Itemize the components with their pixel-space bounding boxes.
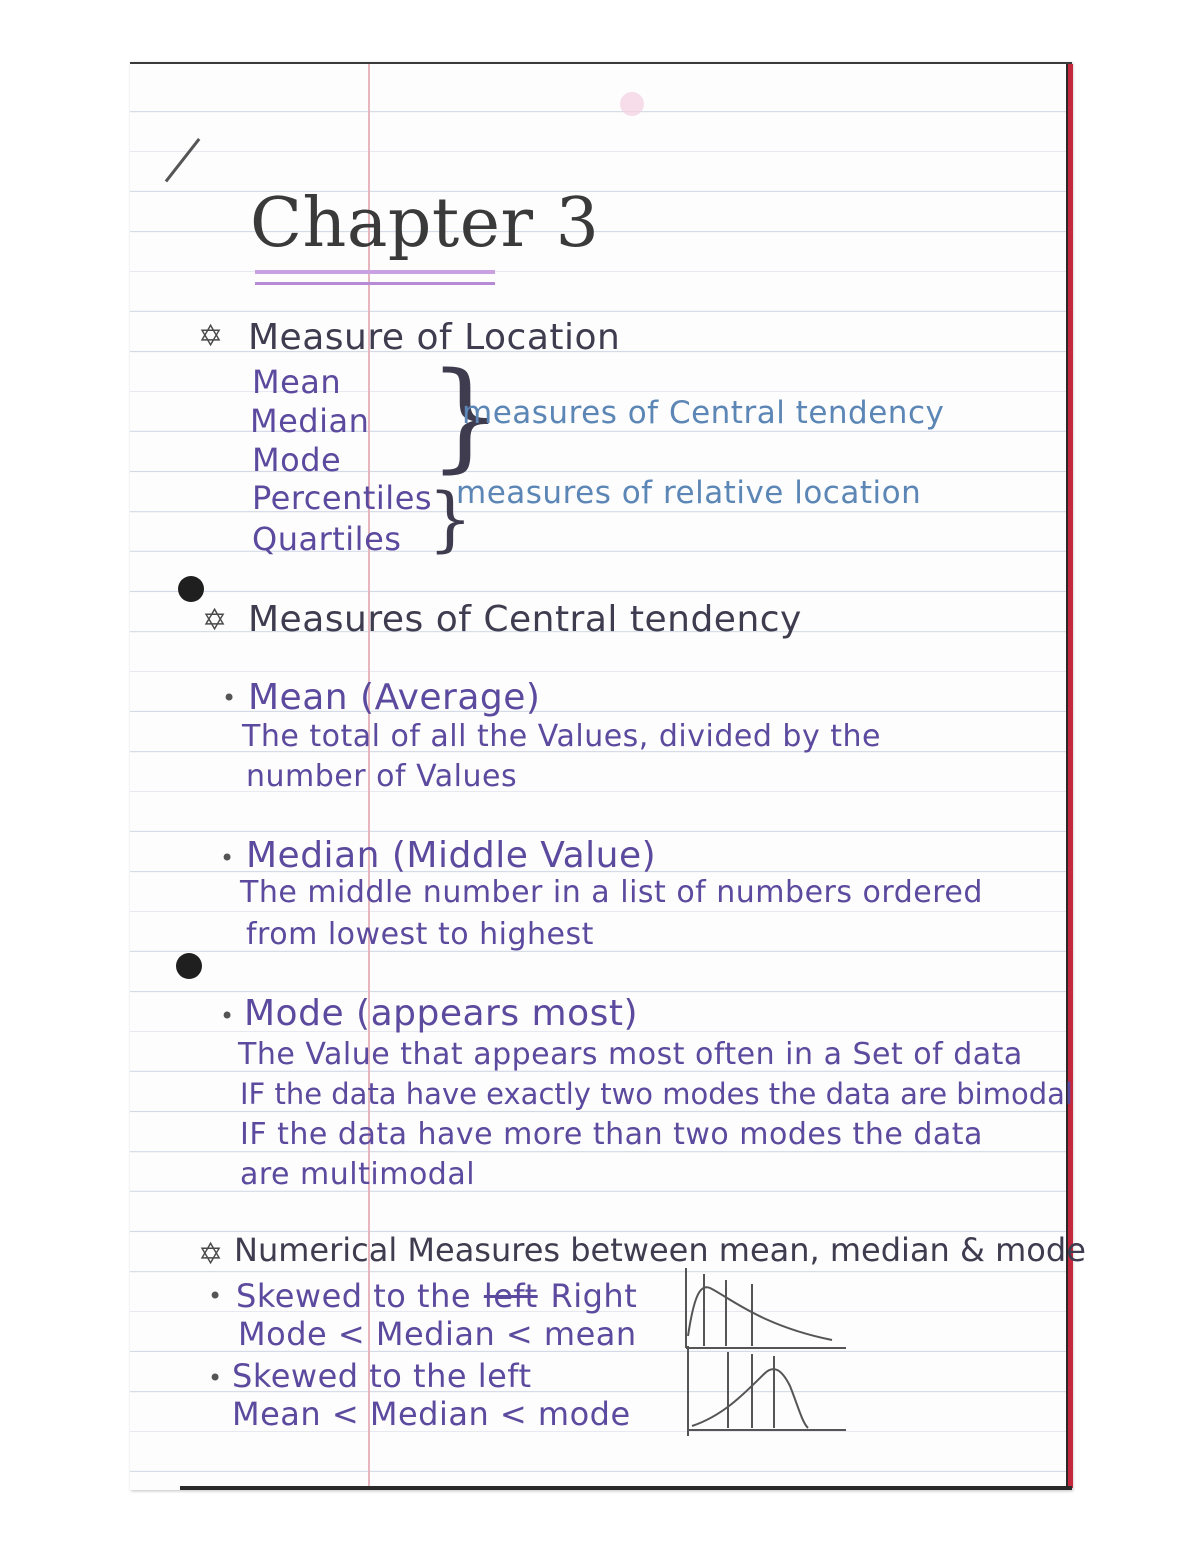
bullet: • xyxy=(208,1282,223,1310)
page-title: Chapter 3 xyxy=(250,184,600,263)
skew-left-label: Skewed to the left xyxy=(232,1357,532,1395)
bullet: • xyxy=(220,1002,235,1030)
ink-smudge xyxy=(620,92,644,116)
brace-icon: } xyxy=(428,346,504,484)
brace-icon: } xyxy=(428,478,473,560)
definition-line: from lowest to highest xyxy=(246,917,594,952)
bullet: • xyxy=(220,844,235,872)
page-edge xyxy=(1066,64,1073,1488)
list-item-mean: Mean xyxy=(252,363,342,401)
annotation-relative-location: measures of relative location xyxy=(456,475,922,511)
list-item-median: Median xyxy=(250,402,370,440)
skew-right-relation: Mode < Median < mean xyxy=(238,1315,637,1353)
punch-hole xyxy=(176,953,202,979)
definition-line: number of Values xyxy=(246,759,518,794)
page-bottom-edge xyxy=(180,1486,1072,1490)
list-item-quartiles: Quartiles xyxy=(252,520,402,558)
definition-line: The middle number in a list of numbers ordered xyxy=(240,875,983,910)
skew-left-relation: Mean < Median < mode xyxy=(232,1395,631,1433)
definition-line: The total of all the Values, divided by the xyxy=(242,719,881,754)
bullet: • xyxy=(208,1364,223,1392)
title-underline xyxy=(255,282,495,285)
left-skew-sketch xyxy=(682,1346,852,1438)
right-skew-sketch xyxy=(682,1266,852,1356)
list-item-percentiles: Percentiles xyxy=(252,479,433,517)
star-icon: ✡ xyxy=(198,319,224,354)
list-item-mode: Mode xyxy=(252,441,342,479)
term-mean: Mean (Average) xyxy=(248,677,541,718)
punch-hole xyxy=(178,576,204,602)
struck-word: left xyxy=(483,1277,538,1315)
star-icon: ✡ xyxy=(198,1237,224,1272)
sketch-curve xyxy=(692,1369,808,1428)
sketch-curve xyxy=(688,1287,832,1340)
bullet: • xyxy=(222,684,237,712)
term-mode: Mode (appears most) xyxy=(244,993,639,1034)
definition-line: IF the data have exactly two modes the data are bimodal xyxy=(240,1077,1073,1111)
annotation-central-tendency: measures of Central tendency xyxy=(462,395,945,431)
section-heading-location: Measure of Location xyxy=(248,317,621,358)
definition-line: The Value that appears most often in a Set of data xyxy=(238,1037,1023,1072)
corrected-word: Right xyxy=(550,1277,638,1315)
definition-line: are multimodal xyxy=(240,1157,476,1192)
definition-line: IF the data have more than two modes the data xyxy=(240,1117,983,1152)
section-heading-numerical-measures: Numerical Measures between mean, median & mode xyxy=(234,1231,1086,1269)
star-icon: ✡ xyxy=(202,603,228,638)
term-median: Median (Middle Value) xyxy=(246,835,657,876)
skew-right-label xyxy=(236,1277,638,1315)
section-heading-central-tendency: Measures of Central tendency xyxy=(248,599,802,640)
skew-label-text: Skewed to the xyxy=(236,1277,472,1315)
title-underline xyxy=(255,270,495,274)
